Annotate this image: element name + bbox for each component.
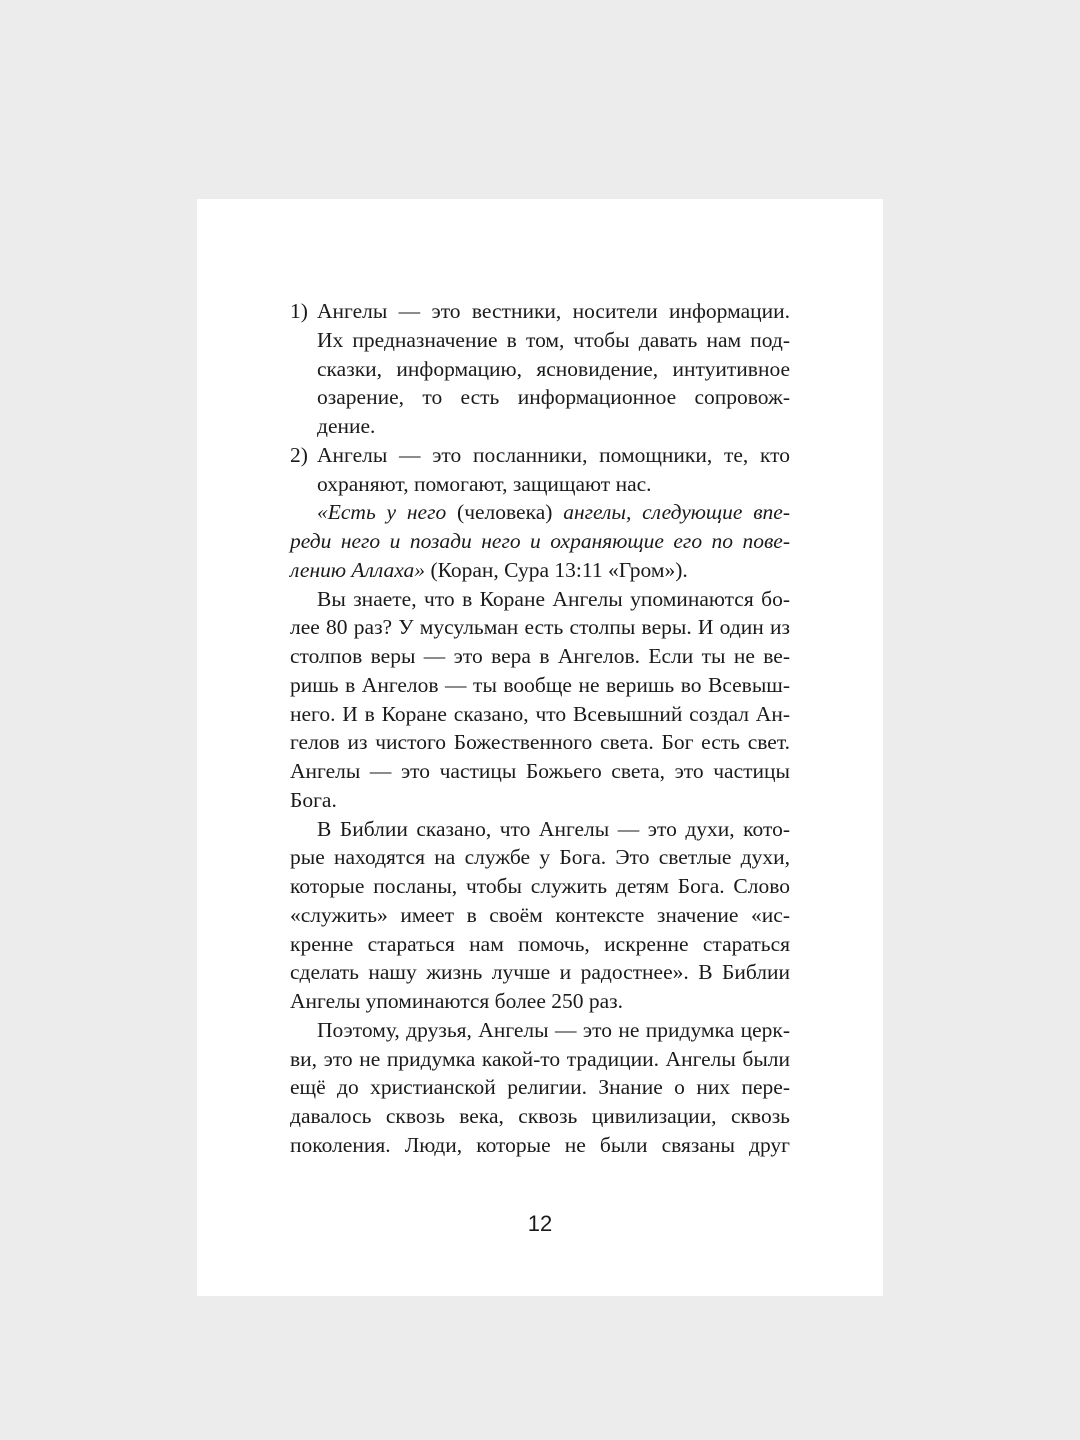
paragraph-line: давалось сквозь века, сквозь цивилизации, сквозь <box>290 1104 790 1128</box>
paragraph-line: кренне стараться нам помочь, искренне стараться <box>290 931 790 956</box>
list-item-1-line-3: сказки, информацию, ясновидение, интуитивное <box>317 356 790 381</box>
page-body-text <box>290 297 790 1160</box>
paragraph-line: рые находятся на службе у Бога. Это светлые духи, <box>290 845 790 870</box>
list-item-1-line-5: дение. <box>317 414 376 438</box>
paragraph-line: «служить» имеет в своём контексте значение «ис- <box>290 902 790 927</box>
paragraph-friends <box>290 1016 790 1160</box>
paragraph-line: которые посланы, чтобы служить детям Бога. Слово <box>290 874 790 898</box>
paragraph-koran <box>290 585 790 815</box>
list-item-1-line-2: Их предназначение в том, чтобы давать нам под- <box>317 327 790 352</box>
paragraph-bible <box>290 815 790 1016</box>
page-number: 12 <box>527 1211 553 1236</box>
paragraph-line: Вы знаете, что в Коране Ангелы упоминаются бо- <box>317 586 790 611</box>
book-page <box>197 199 883 1296</box>
list-item-1 <box>290 297 790 441</box>
list-item-1-line-1: 1) Ангелы — это вестники, носители информации. <box>290 297 790 326</box>
paragraph-line: столпов веры — это вера в Ангелов. Если ты не ве- <box>290 644 790 668</box>
paragraph-line: Поэтому, друзья, Ангелы — это не придумка церк- <box>317 1017 790 1042</box>
paragraph-line: ещё до христианской религии. Знание о них пере- <box>290 1075 790 1100</box>
paragraph-line: ришь в Ангелов — ты вообще не веришь во Всевыш- <box>290 672 790 697</box>
list-marker-1: 1) <box>290 299 308 323</box>
list-item-2-line-1: 2) Ангелы — это посланники, помощники, те, кто <box>290 441 790 470</box>
quote-line-3: лению Аллаха» (Коран, Сура 13:11 «Гром»). <box>290 557 688 582</box>
paragraph-line: поколения. Люди, которые не были связаны друг <box>290 1132 790 1157</box>
paragraph-line: гелов из чистого Божественного света. Бог есть свет. <box>290 730 790 755</box>
quote-line-1: «Есть у него (человека) ангелы, следующие впе- <box>317 500 790 525</box>
list-item-1-line-4: озарение, то есть информационное сопровож- <box>317 385 790 410</box>
paragraph-line: сделать нашу жизнь лучше и радостнее». В Библии <box>290 960 790 985</box>
paragraph-line: лее 80 раз? У мусульман есть столпы веры. И один из <box>290 615 790 640</box>
quran-quote <box>290 498 790 584</box>
quote-line-2: реди него и позади него и охраняющие его по пове- <box>290 529 790 553</box>
paragraph-line: него. И в Коране сказано, что Всевышний создал Ан- <box>290 701 790 726</box>
paragraph-line: Ангелы — это частицы Божьего света, это частицы <box>290 759 790 783</box>
list-marker-2: 2) <box>290 442 308 467</box>
list-item-2-line-2: охраняют, помогают, защищают нас. <box>317 471 652 496</box>
paragraph-line: В Библии сказано, что Ангелы — это духи, кото- <box>317 816 790 841</box>
paragraph-line: ви, это не придумка какой-то традиции. Ангелы были <box>290 1046 790 1071</box>
list-item-2 <box>290 441 790 499</box>
paragraph-line: Бога. <box>290 787 337 812</box>
paragraph-line: Ангелы упоминаются более 250 раз. <box>290 989 624 1013</box>
